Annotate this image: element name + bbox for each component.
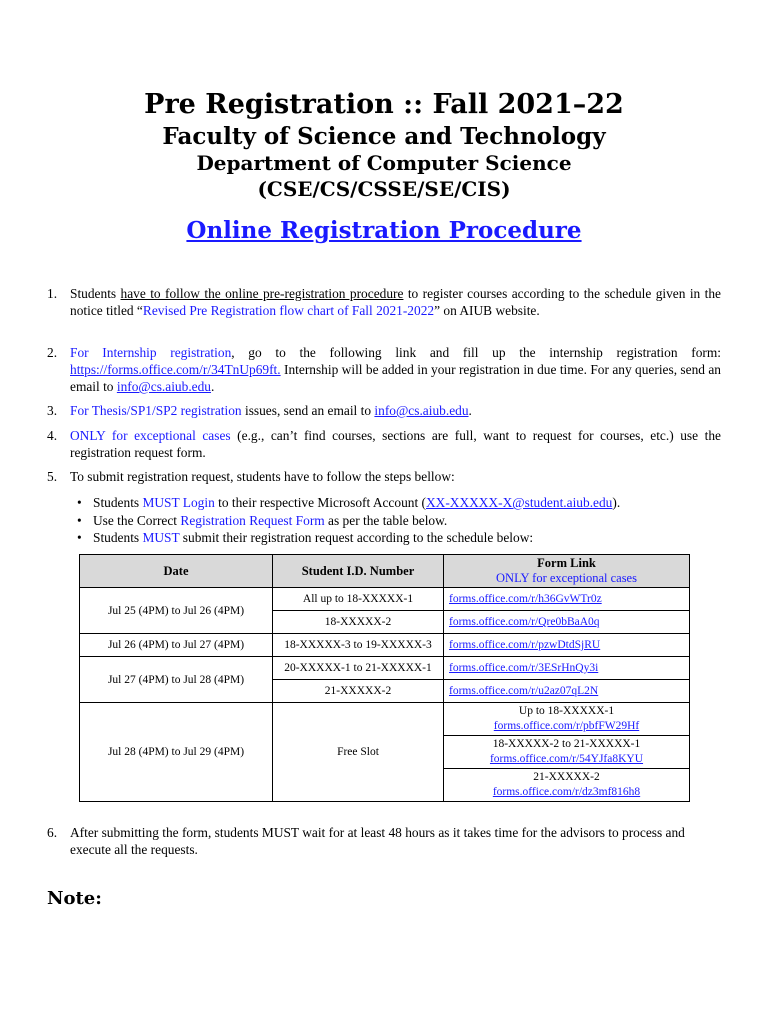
page-title: Pre Registration :: Fall 2021–22 <box>144 89 624 120</box>
list-item <box>47 402 721 419</box>
note-heading: Note: <box>47 888 102 909</box>
slot-range: Up to 18-XXXXX-1 <box>518 705 615 717</box>
link-cell <box>444 611 690 634</box>
link-cell <box>444 736 690 769</box>
procedure-heading-text: Online Registration Procedure <box>186 217 582 244</box>
link-cell <box>444 588 690 611</box>
must-text: MUST <box>142 530 180 545</box>
bullet-item: • Use the Correct Registration Request Form as per the table below. <box>77 512 448 528</box>
date-cell: Jul 27 (4PM) to Jul 28 (4PM) <box>80 657 273 703</box>
link-cell <box>444 634 690 657</box>
email-link[interactable]: info@cs.aiub.edu <box>374 403 469 418</box>
faculty-heading: Faculty of Science and Technology <box>162 123 606 150</box>
list-item <box>47 285 721 319</box>
form-header-subtitle: ONLY for exceptional cases <box>496 571 637 585</box>
list-text: ONLY for exceptional cases (e.g., can’t find courses, sections are full, want to request for courses, etc.) use the registration request form. <box>70 428 721 460</box>
link-cell <box>444 769 690 802</box>
date-cell: Jul 28 (4PM) to Jul 29 (4PM) <box>80 703 273 802</box>
student-email-link[interactable]: XX-XXXXX-X@student.aiub.edu <box>426 495 613 510</box>
form-link[interactable]: forms.office.com/r/h36GvWTr0z <box>449 593 602 605</box>
list-item <box>47 427 721 461</box>
bullet-icon: • <box>77 530 82 545</box>
list-number: 5. <box>47 469 58 484</box>
date-cell: Jul 25 (4PM) to Jul 26 (4PM) <box>80 588 273 634</box>
table-header-row <box>80 555 690 588</box>
form-link[interactable]: forms.office.com/r/54YJfa8KYU <box>489 753 644 765</box>
list-item <box>47 824 721 858</box>
list-number: 1. <box>47 286 58 301</box>
bullet-list <box>75 494 725 547</box>
table-row <box>80 634 690 657</box>
bullet-icon: • <box>77 512 82 528</box>
list-text: To submit registration request, students have to follow the steps bellow: <box>70 469 455 484</box>
list-item <box>47 468 721 485</box>
id-cell: 18-XXXXX-2 <box>273 611 444 634</box>
list-text: For Thesis/SP1/SP2 registration issues, send an email to info@cs.aiub.edu. <box>70 403 472 418</box>
form-link[interactable]: forms.office.com/r/3ESrHnQy3i <box>449 662 599 674</box>
list-text: After submitting the form, students MUST wait for at least 48 hours as it takes time for the advisors to process and execute all the requests. <box>70 825 685 857</box>
link-cell <box>444 680 690 703</box>
id-cell: 18-XXXXX-3 to 19-XXXXX-3 <box>273 634 444 657</box>
table-row <box>80 657 690 680</box>
underlined-text: have to follow the online pre-registration procedure <box>120 286 404 301</box>
bullet-item: • Students MUST submit their registration request according to the schedule below: <box>77 530 534 545</box>
form-header <box>444 555 690 588</box>
id-cell: 21-XXXXX-2 <box>273 680 444 703</box>
form-header-title: Form Link <box>537 556 596 570</box>
slot-range: 21-XXXXX-2 <box>533 771 600 783</box>
date-cell: Jul 26 (4PM) to Jul 27 (4PM) <box>80 634 273 657</box>
form-link[interactable]: forms.office.com/r/Qre0bBaA0q <box>449 616 600 628</box>
table-row <box>80 588 690 611</box>
list-number: 6. <box>47 825 58 840</box>
thesis-label: For Thesis/SP1/SP2 registration <box>70 403 242 418</box>
id-cell: Free Slot <box>273 703 444 802</box>
bullet-icon: • <box>77 495 82 510</box>
table-row <box>80 703 690 736</box>
schedule-table <box>79 554 690 802</box>
date-header: Date <box>80 555 273 588</box>
list-text: Students have to follow the online pre-registration procedure to register courses according to the schedule given in the notice titled “Revised Pre Registration flow chart of Fall 2021-2022” on AIUB website. <box>70 286 722 318</box>
form-link[interactable]: forms.office.com/r/u2az07qL2N <box>449 685 599 697</box>
internship-form-link[interactable]: https://forms.office.com/r/34TnUp69ft. <box>70 362 281 377</box>
link-cell <box>444 703 690 736</box>
form-link[interactable]: forms.office.com/r/dz3mf816h8 <box>492 786 641 798</box>
id-cell: All up to 18-XXXXX-1 <box>273 588 444 611</box>
list-number: 3. <box>47 403 58 418</box>
form-link[interactable]: forms.office.com/r/pbfFW29Hf <box>493 720 640 732</box>
list-number: 4. <box>47 428 58 443</box>
form-link[interactable]: forms.office.com/r/pzwDtdSjRU <box>449 639 601 651</box>
exceptional-label: ONLY for exceptional cases <box>70 428 231 443</box>
procedure-heading <box>0 216 768 246</box>
list-text: For Internship registration, go to the following link and fill up the internship registration form: https://forms.office.com/r/34TnUp69ft. Internship will be added in your registration in due time. For any queries, send an email to info@cs.aiub.edu. <box>70 345 721 394</box>
list-item <box>47 344 721 395</box>
id-header: Student I.D. Number <box>273 555 444 588</box>
form-name-text: Registration Request Form <box>180 512 325 528</box>
internship-label: For Internship registration <box>70 345 232 360</box>
list-number: 2. <box>47 345 58 360</box>
must-login-text: MUST Login <box>142 495 215 510</box>
id-cell: 20-XXXXX-1 to 21-XXXXX-1 <box>273 657 444 680</box>
slot-range: 18-XXXXX-2 to 21-XXXXX-1 <box>492 738 641 750</box>
link-cell <box>444 657 690 680</box>
email-link[interactable]: info@cs.aiub.edu <box>116 379 211 394</box>
programs-heading: (CSE/CS/CSSE/SE/CIS) <box>257 177 511 201</box>
notice-title: Revised Pre Registration flow chart of Fall 2021-2022 <box>142 303 435 318</box>
department-heading: Department of Computer Science <box>196 151 572 175</box>
bullet-item: • Students MUST Login to their respective Microsoft Account (XX-XXXXX-X@student.aiub.edu). <box>77 495 621 510</box>
